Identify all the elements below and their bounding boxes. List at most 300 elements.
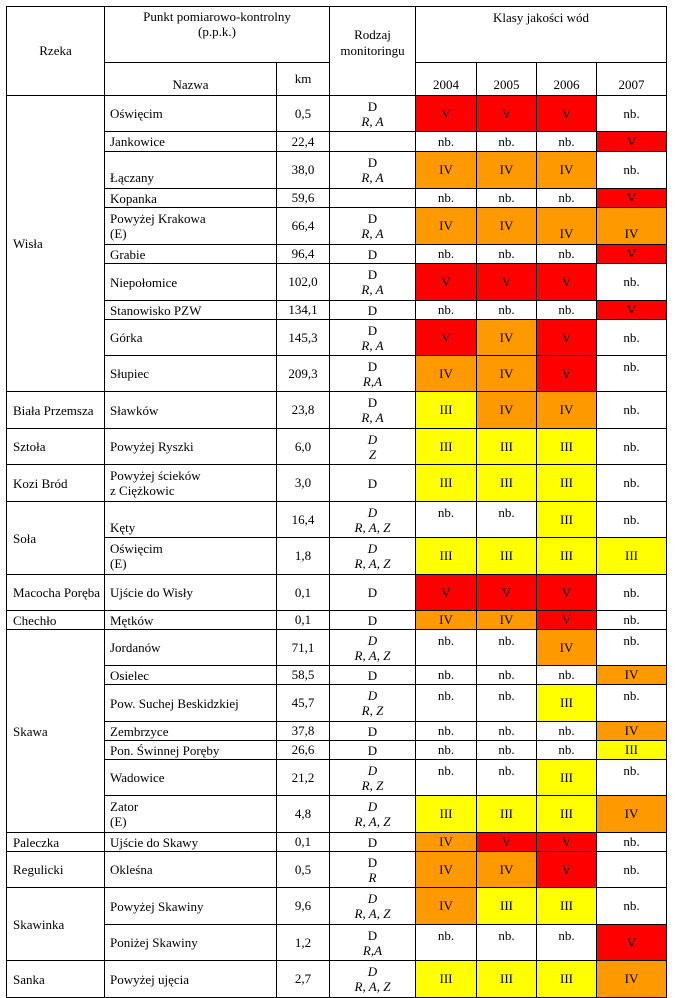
quality-class-label: nb. — [623, 688, 640, 703]
station-name-line: Stanowisko PZW — [110, 302, 202, 318]
quality-class-label: nb. — [623, 438, 640, 454]
table-row — [7, 575, 667, 611]
quality-class-cell — [537, 392, 597, 429]
station-km: 0,5 — [277, 852, 330, 888]
station-name-line: z Ciężkowic — [110, 483, 175, 498]
quality-class-cell — [537, 722, 597, 741]
table-row — [7, 392, 667, 429]
quality-class-cell — [537, 888, 597, 925]
quality-class-cell — [477, 132, 537, 152]
quality-class-cell — [477, 796, 537, 833]
quality-class-label: III — [560, 475, 573, 490]
quality-class-cell — [416, 152, 477, 189]
monitoring-type — [330, 356, 416, 392]
table-row — [7, 502, 667, 538]
quality-class-cell — [597, 245, 667, 264]
quality-class-cell — [416, 301, 477, 320]
quality-class-cell — [597, 833, 667, 852]
monitoring-line: R, Z — [361, 703, 384, 718]
station-km: 23,8 — [277, 392, 330, 429]
quality-class-cell — [537, 852, 597, 888]
quality-class-label: nb. — [498, 742, 515, 757]
station-km: 0,5 — [277, 96, 330, 132]
station-name-line: Jankowice — [110, 134, 165, 149]
quality-class-label: nb. — [437, 763, 455, 778]
monitoring-line: R, A — [361, 410, 384, 425]
quality-class-label: III — [500, 971, 513, 986]
table-row — [7, 189, 667, 208]
quality-class-cell — [537, 189, 597, 208]
table-row — [7, 833, 667, 852]
quality-class-label: nb. — [498, 723, 515, 738]
quality-class-cell — [537, 760, 597, 796]
monitoring-type — [330, 630, 416, 666]
quality-class-cell — [477, 538, 537, 575]
monitoring-line: R, A — [361, 170, 384, 185]
quality-class-cell — [416, 833, 477, 852]
station-name-line: Zator — [110, 799, 139, 814]
quality-class-cell — [477, 465, 537, 502]
monitoring-type — [330, 264, 416, 301]
quality-class-label: IV — [439, 162, 453, 177]
monitoring-type — [330, 465, 416, 502]
table-row — [7, 685, 667, 722]
quality-class-label: V — [441, 105, 451, 121]
quality-class-label: V — [561, 329, 572, 345]
quality-class-label: V — [626, 934, 637, 950]
table-row — [7, 96, 667, 132]
quality-class-cell — [537, 96, 597, 132]
monitoring-line: D — [367, 431, 378, 447]
quality-class-cell — [477, 925, 537, 961]
quality-class-cell — [477, 301, 537, 320]
quality-class-label: IV — [559, 639, 574, 655]
station-name-line: Powyżej Skawiny — [110, 898, 204, 914]
quality-class-label: nb. — [623, 834, 640, 849]
quality-class-cell — [537, 925, 597, 961]
header-nazwa: Nazwa — [105, 63, 277, 96]
quality-class-label: IV — [439, 898, 453, 913]
quality-class-cell — [597, 760, 667, 796]
quality-class-cell — [537, 575, 597, 611]
monitoring-type — [330, 611, 416, 630]
monitoring-line: D — [367, 246, 378, 262]
station-km: 21,2 — [277, 760, 330, 796]
quality-class-label: nb. — [623, 105, 640, 121]
station-km: 0,1 — [277, 575, 330, 611]
quality-class-label: V — [626, 302, 637, 317]
station-name — [105, 760, 277, 796]
quality-class-label: nb. — [437, 133, 455, 149]
monitoring-line: Z — [368, 446, 377, 462]
river-name: Chechło — [7, 611, 105, 630]
station-name-line: Powyżej Ryszki — [110, 439, 194, 454]
quality-class-label: IV — [624, 971, 639, 986]
station-name-line: Ujście do Skawy — [110, 834, 199, 850]
quality-class-label: nb. — [498, 633, 515, 648]
quality-class-cell — [477, 96, 537, 132]
monitoring-type — [330, 96, 416, 132]
monitoring-line: D — [367, 834, 378, 850]
table-row — [7, 132, 667, 152]
river-name: Biała Przemsza — [7, 392, 105, 429]
quality-class-cell — [416, 796, 477, 833]
header-rzeka: Rzeka — [7, 7, 105, 96]
quality-class-cell — [597, 429, 667, 465]
quality-class-cell — [477, 666, 537, 685]
monitoring-line: R, A, Z — [354, 556, 391, 571]
table-row — [7, 796, 667, 833]
station-name — [105, 264, 277, 301]
quality-class-cell — [416, 722, 477, 741]
table-row — [7, 356, 667, 392]
table-row — [7, 264, 667, 301]
quality-class-cell — [477, 760, 537, 796]
quality-class-cell — [597, 320, 667, 356]
monitoring-type — [330, 833, 416, 852]
monitoring-type — [330, 392, 416, 429]
quality-class-label: III — [439, 438, 453, 454]
monitoring-line: D — [367, 475, 378, 491]
quality-class-cell — [416, 961, 477, 998]
monitoring-line: D — [367, 211, 378, 226]
station-name — [105, 132, 277, 152]
quality-class-cell — [597, 538, 667, 575]
quality-class-cell — [537, 741, 597, 760]
monitoring-type — [330, 796, 416, 833]
quality-class-cell — [597, 189, 667, 208]
monitoring-type — [330, 502, 416, 538]
quality-class-label: V — [501, 105, 512, 121]
quality-class-label: IV — [499, 612, 514, 627]
quality-class-label: III — [439, 806, 453, 821]
station-name-line: Powyżej ścieków — [110, 468, 201, 483]
quality-class-cell — [597, 152, 667, 189]
monitoring-type — [330, 575, 416, 611]
monitoring-line: R, A, Z — [354, 814, 391, 829]
monitoring-line: D — [367, 395, 378, 410]
header-rodzaj-line2: monitoringu — [340, 43, 405, 58]
quality-class-label: nb. — [498, 505, 515, 520]
quality-class-cell — [597, 264, 667, 301]
monitoring-line: D — [367, 964, 378, 979]
quality-class-cell — [597, 852, 667, 888]
quality-class-cell — [416, 888, 477, 925]
quality-class-cell — [537, 245, 597, 264]
station-km: 0,1 — [277, 611, 330, 630]
quality-class-label: III — [500, 438, 513, 454]
header-year-2007: 2007 — [597, 63, 667, 96]
quality-class-label: III — [500, 898, 513, 913]
table-row — [7, 961, 667, 998]
quality-class-label: nb. — [498, 928, 515, 943]
quality-class-cell — [537, 611, 597, 630]
quality-class-label: IV — [499, 861, 514, 877]
monitoring-type — [330, 961, 416, 998]
station-name — [105, 888, 277, 925]
station-name-line: (E) — [110, 556, 127, 571]
quality-class-label: nb. — [498, 688, 515, 703]
quality-class-label: nb. — [623, 162, 640, 177]
quality-class-cell — [416, 264, 477, 301]
quality-class-cell — [416, 575, 477, 611]
quality-class-cell — [477, 429, 537, 465]
station-km: 3,0 — [277, 465, 330, 502]
quality-class-label: nb. — [437, 667, 455, 682]
quality-class-cell — [597, 741, 667, 760]
quality-class-cell — [477, 502, 537, 538]
quality-class-label: V — [626, 190, 637, 205]
monitoring-line: R, A — [361, 113, 384, 129]
station-name — [105, 96, 277, 132]
quality-class-cell — [597, 925, 667, 961]
quality-class-label: III — [439, 402, 453, 417]
quality-class-cell — [477, 611, 537, 630]
station-km: 58,5 — [277, 666, 330, 685]
station-name — [105, 320, 277, 356]
quality-class-cell — [597, 392, 667, 429]
quality-class-cell — [537, 685, 597, 722]
station-name-line: Oświęcim — [110, 106, 163, 121]
monitoring-type — [330, 852, 416, 888]
monitoring-line: D — [367, 322, 378, 338]
quality-class-label: nb. — [623, 475, 640, 490]
quality-class-cell — [477, 961, 537, 998]
monitoring-line: D — [367, 927, 378, 943]
quality-class-label: III — [625, 548, 639, 563]
station-km: 59,6 — [277, 189, 330, 208]
quality-class-label: IV — [439, 861, 453, 877]
quality-class-cell — [416, 852, 477, 888]
quality-class-label: nb. — [623, 633, 640, 648]
quality-class-cell — [477, 722, 537, 741]
monitoring-type — [330, 685, 416, 722]
quality-class-label: IV — [499, 402, 514, 417]
quality-class-label: III — [560, 806, 573, 821]
quality-class-cell — [477, 264, 537, 301]
quality-class-cell — [597, 722, 667, 741]
quality-class-cell — [416, 538, 477, 575]
monitoring-line: R,A — [362, 373, 383, 389]
monitoring-line: D — [367, 267, 378, 282]
quality-class-label: III — [560, 438, 573, 454]
quality-class-cell — [416, 429, 477, 465]
quality-class-cell — [477, 208, 537, 245]
monitoring-line: D — [367, 891, 378, 906]
monitoring-line: D — [367, 854, 378, 870]
station-name — [105, 502, 277, 538]
station-name-line: Mętków — [110, 612, 154, 628]
quality-class-label: nb. — [623, 359, 640, 374]
station-name-line: Poniżej Skawiny — [110, 935, 198, 950]
table-row — [7, 630, 667, 666]
table-row — [7, 611, 667, 630]
monitoring-line: R — [368, 869, 377, 885]
quality-class-label: nb. — [437, 246, 455, 261]
quality-class-label: nb. — [558, 302, 575, 317]
table-row — [7, 208, 667, 245]
quality-class-label: nb. — [437, 302, 455, 317]
quality-class-cell — [477, 356, 537, 392]
station-km: 26,6 — [277, 741, 330, 760]
quality-class-cell — [537, 356, 597, 392]
monitoring-line: D — [367, 504, 378, 520]
quality-class-cell — [416, 356, 477, 392]
quality-class-cell — [597, 356, 667, 392]
monitoring-line: D — [367, 585, 378, 600]
quality-class-label: nb. — [437, 505, 455, 520]
quality-class-cell — [537, 961, 597, 998]
river-name: Sztoła — [7, 429, 105, 465]
station-name-line: Powyżej ujęcia — [110, 971, 190, 987]
station-name — [105, 245, 277, 264]
station-km: 6,0 — [277, 429, 330, 465]
quality-class-label: IV — [499, 365, 514, 381]
quality-class-label: nb. — [623, 584, 640, 600]
quality-class-label: nb. — [623, 511, 640, 527]
quality-class-cell — [416, 611, 477, 630]
quality-class-label: V — [561, 584, 572, 600]
station-name — [105, 925, 277, 961]
quality-class-cell — [416, 96, 477, 132]
station-name-line: Kęty — [110, 519, 136, 535]
river-name: Macocha Poręba — [7, 575, 105, 611]
river-name: Regulicki — [7, 852, 105, 888]
station-km: 4,8 — [277, 796, 330, 833]
station-name-line: Pon. Świnnej Poręby — [110, 742, 220, 758]
quality-class-cell — [597, 208, 667, 245]
quality-class-label: IV — [439, 612, 453, 627]
river-name: Kozi Bród — [7, 465, 105, 502]
quality-class-cell — [537, 264, 597, 301]
quality-class-cell — [416, 465, 477, 502]
quality-class-cell — [537, 429, 597, 465]
quality-class-label: III — [625, 742, 639, 757]
monitoring-line: D — [367, 358, 378, 374]
quality-class-label: nb. — [623, 612, 640, 627]
station-name-line: Niepołomice — [110, 274, 178, 290]
station-name-line: Powyżej Krakowa — [110, 211, 206, 226]
quality-class-cell — [477, 852, 537, 888]
quality-class-cell — [477, 685, 537, 722]
quality-class-cell — [537, 320, 597, 356]
station-name — [105, 189, 277, 208]
table-row — [7, 741, 667, 760]
quality-class-label: III — [560, 898, 573, 913]
quality-class-cell — [416, 760, 477, 796]
quality-class-cell — [416, 132, 477, 152]
station-name-line — [110, 505, 273, 520]
station-name-line: Jordanów — [110, 640, 161, 655]
quality-class-cell — [477, 245, 537, 264]
station-km: 145,3 — [277, 320, 330, 356]
quality-class-cell — [537, 833, 597, 852]
quality-class-cell — [477, 630, 537, 666]
quality-class-cell — [597, 685, 667, 722]
station-name — [105, 356, 277, 392]
header-klasy: Klasy jakości wód — [416, 7, 667, 63]
quality-class-label: V — [561, 105, 572, 121]
quality-class-cell — [416, 502, 477, 538]
quality-class-label: IV — [439, 365, 453, 381]
station-name — [105, 465, 277, 502]
quality-class-cell — [416, 741, 477, 760]
table-row — [7, 465, 667, 502]
quality-class-cell — [477, 575, 537, 611]
monitoring-type — [330, 538, 416, 575]
quality-class-cell — [477, 888, 537, 925]
quality-class-label: V — [561, 612, 572, 627]
station-name — [105, 630, 277, 666]
quality-class-cell — [597, 96, 667, 132]
monitoring-line: D — [367, 799, 378, 814]
station-name — [105, 833, 277, 852]
quality-class-label: nb. — [437, 633, 455, 648]
quality-class-cell — [416, 208, 477, 245]
quality-class-label: III — [439, 971, 453, 986]
quality-class-label: IV — [624, 667, 639, 682]
header-punkt-line1: Punkt pomiarowo-kontrolny — [143, 9, 291, 24]
quality-class-label: V — [441, 584, 451, 600]
station-name — [105, 429, 277, 465]
quality-class-cell — [597, 888, 667, 925]
table-row — [7, 760, 667, 796]
station-name-line — [110, 155, 273, 170]
monitoring-line: R, A, Z — [354, 979, 391, 994]
river-name: Paleczka — [7, 833, 105, 852]
river-name: Sanka — [7, 961, 105, 998]
monitoring-line: D — [367, 762, 378, 778]
station-name-line: Okleśna — [110, 862, 153, 877]
quality-class-label: nb. — [498, 246, 515, 261]
monitoring-type — [330, 320, 416, 356]
station-km: 134,1 — [277, 301, 330, 320]
monitoring-line: D — [367, 541, 378, 556]
monitoring-line: D — [367, 155, 378, 170]
quality-class-cell — [537, 152, 597, 189]
header-row-top — [7, 7, 667, 63]
quality-class-cell — [416, 666, 477, 685]
station-name — [105, 796, 277, 833]
quality-class-cell — [477, 392, 537, 429]
quality-class-label: V — [501, 584, 512, 600]
station-km: 16,4 — [277, 502, 330, 538]
quality-class-label: III — [500, 475, 513, 490]
quality-class-label: nb. — [623, 274, 640, 289]
quality-class-label: nb. — [498, 667, 515, 682]
river-name: Skawinka — [7, 888, 105, 961]
monitoring-type — [330, 245, 416, 264]
station-km: 209,3 — [277, 356, 330, 392]
monitoring-line: D — [367, 632, 378, 648]
quality-class-cell — [537, 301, 597, 320]
station-name — [105, 961, 277, 998]
table-row — [7, 925, 667, 961]
quality-class-label: nb. — [558, 190, 575, 205]
quality-class-label: III — [560, 695, 573, 710]
quality-class-cell — [477, 152, 537, 189]
monitoring-type — [330, 132, 416, 152]
monitoring-type — [330, 722, 416, 741]
water-quality-table — [6, 6, 667, 998]
header-rodzaj — [330, 7, 416, 96]
quality-class-cell — [416, 392, 477, 429]
station-name — [105, 741, 277, 760]
station-name — [105, 538, 277, 575]
quality-class-label: IV — [559, 402, 574, 417]
monitoring-line: D — [367, 688, 378, 703]
quality-class-cell — [537, 502, 597, 538]
